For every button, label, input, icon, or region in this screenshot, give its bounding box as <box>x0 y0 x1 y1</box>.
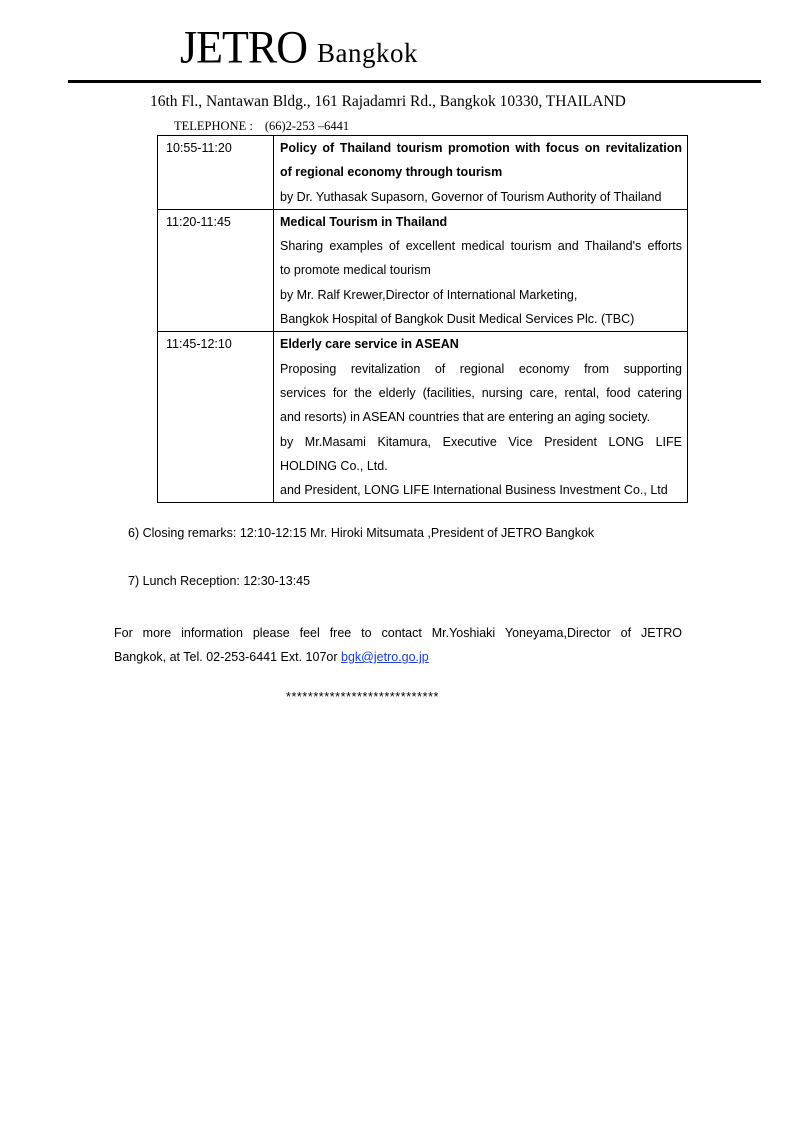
contact-paragraph <box>114 621 682 669</box>
email-link[interactable]: bgk@jetro.go.jp <box>341 650 429 664</box>
table-row <box>158 209 688 331</box>
session-speaker: by Dr. Yuthasak Supasorn, Governor of Tourism Authority of Thailand <box>280 189 662 204</box>
session-speaker-affiliation: and President, LONG LIFE International Business Investment Co., Ltd <box>280 483 668 498</box>
session-title-continued: of regional economy through tourism <box>280 165 503 180</box>
logo-jetro-text: JETRO <box>180 21 307 74</box>
closing-remarks-item: 6) Closing remarks: 12:10-12:15 Mr. Hiroki Mitsumata ,President of JETRO Bangkok <box>128 526 595 540</box>
session-details <box>274 209 688 331</box>
session-description-continued: services for the elderly (facilities, nursing care, rental, food catering <box>280 385 682 400</box>
schedule-table <box>157 135 688 503</box>
session-description: Proposing revitalization of regional economy from supporting <box>280 361 682 376</box>
logo-city-text: Bangkok <box>317 38 418 68</box>
session-speaker-company: HOLDING Co., Ltd. <box>280 458 388 473</box>
telephone-label: TELEPHONE : <box>174 119 253 133</box>
contact-line <box>114 645 682 669</box>
session-title: Elderly care service in ASEAN <box>280 337 459 352</box>
contact-phone-text: Bangkok, at Tel. 02-253-6441 Ext. 107or <box>114 650 342 664</box>
session-speaker-affiliation: Bangkok Hospital of Bangkok Dusit Medical Services Plc. (TBC) <box>280 312 635 327</box>
session-time: 10:55-11:20 <box>158 136 274 210</box>
end-separator: **************************** <box>286 690 440 704</box>
jetro-logo <box>180 22 418 73</box>
session-title: Medical Tourism in Thailand <box>280 214 448 229</box>
session-title: Policy of Thailand tourism promotion with focus on revitalization <box>280 141 682 155</box>
session-details <box>274 136 688 210</box>
table-row <box>158 136 688 210</box>
session-speaker: by Mr.Masami Kitamura, Executive Vice President LONG LIFE <box>280 434 682 449</box>
contact-line: For more information please feel free to contact Mr.Yoshiaki Yoneyama,Director of JETRO <box>114 626 682 640</box>
session-time: 11:20-11:45 <box>158 209 274 331</box>
session-speaker: by Mr. Ralf Krewer,Director of International Marketing, <box>280 287 578 302</box>
lunch-reception-item: 7) Lunch Reception: 12:30-13:45 <box>128 574 311 588</box>
session-description: Sharing examples of excellent medical tourism and Thailand's efforts <box>280 239 682 254</box>
session-description-continued: to promote medical tourism <box>280 263 431 278</box>
table-row <box>158 332 688 503</box>
session-time: 11:45-12:10 <box>158 332 274 503</box>
session-description-continued: and resorts) in ASEAN countries that are entering an aging society. <box>280 410 651 425</box>
header-divider <box>68 80 761 83</box>
session-details <box>274 332 688 503</box>
office-address: 16th Fl., Nantawan Bldg., 161 Rajadamri Rd., Bangkok 10330, THAILAND <box>150 93 626 110</box>
telephone-line <box>174 119 349 134</box>
telephone-number: (66)2-253 –6441 <box>264 119 350 133</box>
